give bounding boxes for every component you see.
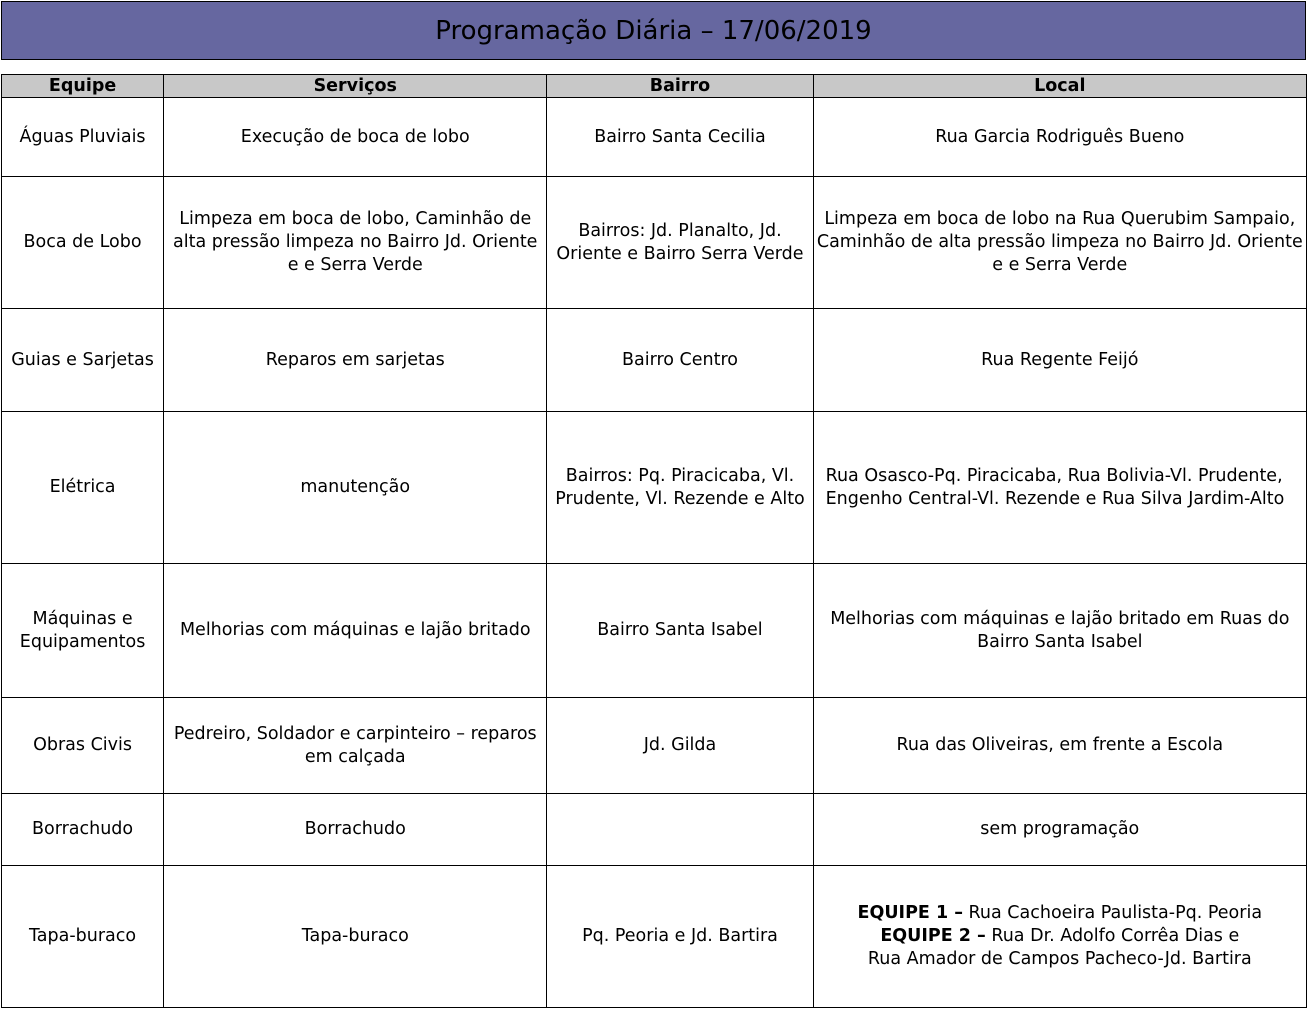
cell-servicos: Limpeza em boca de lobo, Caminhão de alta pressão limpeza no Bairro Jd. Oriente e e Serra Verde [164,177,547,309]
table-row [2,698,1307,794]
cell-servicos: Tapa-buraco [164,866,547,1008]
schedule-table [1,74,1307,1008]
cell-local: sem programação [813,794,1306,866]
cell-servicos: manutenção [164,412,547,564]
page-title-text: Programação Diária – 17/06/2019 [435,15,872,46]
header-local: Local [813,75,1306,98]
header-servicos: Serviços [164,75,547,98]
header-bairro: Bairro [547,75,813,98]
cell-equipe: Borrachudo [2,794,164,866]
cell-bairro: Bairros: Pq. Piracicaba, Vl. Prudente, Vl. Rezende e Alto [547,412,813,564]
table-row [2,412,1307,564]
cell-servicos: Reparos em sarjetas [164,309,547,412]
cell-local: Rua Osasco-Pq. Piracicaba, Rua Bolivia-Vl. Prudente, Engenho Central-Vl. Rezende e Rua Silva Jardim-Alto [813,412,1306,564]
cell-servicos: Melhorias com máquinas e lajão britado [164,564,547,698]
cell-local: Rua das Oliveiras, em frente a Escola [813,698,1306,794]
cell-equipe: Tapa-buraco [2,866,164,1008]
cell-bairro [547,794,813,866]
cell-bairro: Pq. Peoria e Jd. Bartira [547,866,813,1008]
header-equipe: Equipe [2,75,164,98]
team-2-label: EQUIPE 2 – [880,926,986,946]
cell-servicos: Borrachudo [164,794,547,866]
cell-local: Limpeza em boca de lobo na Rua Querubim Sampaio, Caminhão de alta pressão limpeza no Bairro Jd. Oriente e e Serra Verde [813,177,1306,309]
cell-servicos: Pedreiro, Soldador e carpinteiro – reparos em calçada [164,698,547,794]
cell-bairro: Bairro Centro [547,309,813,412]
cell-bairro: Bairros: Jd. Planalto, Jd. Oriente e Bairro Serra Verde [547,177,813,309]
cell-bairro: Bairro Santa Cecilia [547,98,813,177]
cell-equipe: Obras Civis [2,698,164,794]
team-1-line [817,902,1303,925]
cell-local: Rua Regente Feijó [813,309,1306,412]
cell-local: Melhorias com máquinas e lajão britado em Ruas do Bairro Santa Isabel [813,564,1306,698]
table-row [2,177,1307,309]
cell-bairro: Jd. Gilda [547,698,813,794]
cell-equipe: Máquinas e Equipamentos [2,564,164,698]
cell-equipe: Guias e Sarjetas [2,309,164,412]
cell-local: Rua Garcia Rodriguês Bueno [813,98,1306,177]
table-row [2,866,1307,1008]
table-row [2,309,1307,412]
cell-servicos: Execução de boca de lobo [164,98,547,177]
team-1-label: EQUIPE 1 – [857,903,963,923]
page-title [1,1,1306,60]
team-2-text: Rua Dr. Adolfo Corrêa Dias e [985,926,1240,946]
table-header-row [2,75,1307,98]
team-1-text: Rua Cachoeira Paulista-Pq. Peoria [962,903,1263,923]
table-row [2,564,1307,698]
team-2-line-2: Rua Amador de Campos Pacheco-Jd. Bartira [867,949,1252,969]
team-2-line [817,925,1303,948]
cell-equipe: Boca de Lobo [2,177,164,309]
cell-bairro: Bairro Santa Isabel [547,564,813,698]
cell-local [813,866,1306,1008]
table-row [2,98,1307,177]
cell-equipe: Elétrica [2,412,164,564]
table-row [2,794,1307,866]
cell-equipe: Águas Pluviais [2,98,164,177]
